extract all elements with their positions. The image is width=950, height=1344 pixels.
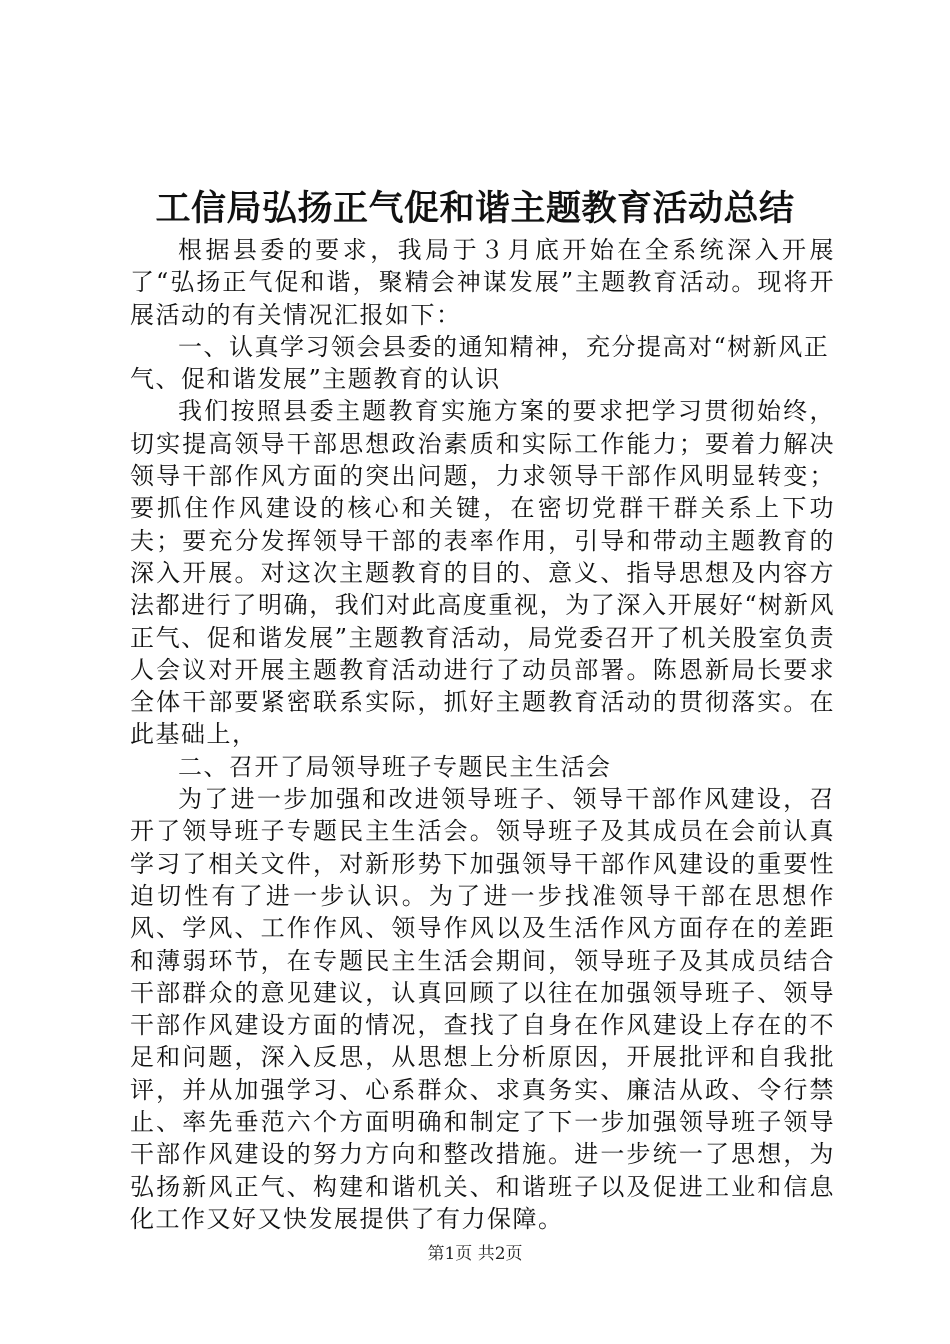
page-footer: 第1页 共2页 <box>427 1244 523 1264</box>
section-1-paragraph: 我们按照县委主题教育实施方案的要求把学习贯彻始终，切实提高领导干部思想政治素质和实际工作能力；要着力解决领导干部作风方面的突出问题，力求领导干部作风明显转变；要抓住作风建设的核心和关键，在密切党群干群关系上下功夫；要充分发挥领导干部的表率作用，引导和带动主题教育的深入开展。对这次主题教育的目的、意义、指导思想及内容方法都进行了明确，我们对此高度重视，为了深入开展好“树新风正气、促和谐发展”主题教育活动，局党委召开了机关股室负责人会议对开展主题教育活动进行了动员部署。陈恩新局长要求全体干部要紧密联系实际，抓好主题教育活动的贯彻落实。在此基础上， <box>130 397 835 749</box>
document-body <box>130 234 835 1235</box>
document-title: 工信局弘扬正气促和谐主题教育活动总结 <box>155 188 795 229</box>
section-heading-2: 二、召开了局领导班子专题民主生活会 <box>178 752 612 781</box>
section-2-paragraph: 为了进一步加强和改进领导班子、领导干部作风建设，召开了领导班子专题民主生活会。领导班子及其成员在会前认真学习了相关文件，对新形势下加强领导干部作风建设的重要性迫切性有了进一步认识。为了进一步找准领导干部在思想作风、学风、工作作风、领导作风以及生活作风方面存在的差距和薄弱环节，在专题民主生活会期间，领导班子及其成员结合干部群众的意见建议，认真回顾了以往在加强领导班子、领导干部作风建设方面的情况，查找了自身在作风建设上存在的不足和问题，深入反思，从思想上分析原因，开展批评和自我批评，并从加强学习、心系群众、求真务实、廉洁从政、令行禁止、率先垂范六个方面明确和制定了下一步加强领导班子领导干部作风建设的努力方向和整改措施。进一步统一了思想，为弘扬新风正气、构建和谐机关、和谐班子以及促进工业和信息化工作又好又快发展提供了有力保障。 <box>130 785 835 1233</box>
intro-paragraph: 根据县委的要求，我局于３月底开始在全系统深入开展了“弘扬正气促和谐，聚精会神谋发展”主题教育活动。现将开展活动的有关情况汇报如下： <box>130 236 835 329</box>
section-heading-1: 一、认真学习领会县委的通知精神，充分提高对“树新风正气、促和谐发展”主题教育的认识 <box>130 332 830 394</box>
